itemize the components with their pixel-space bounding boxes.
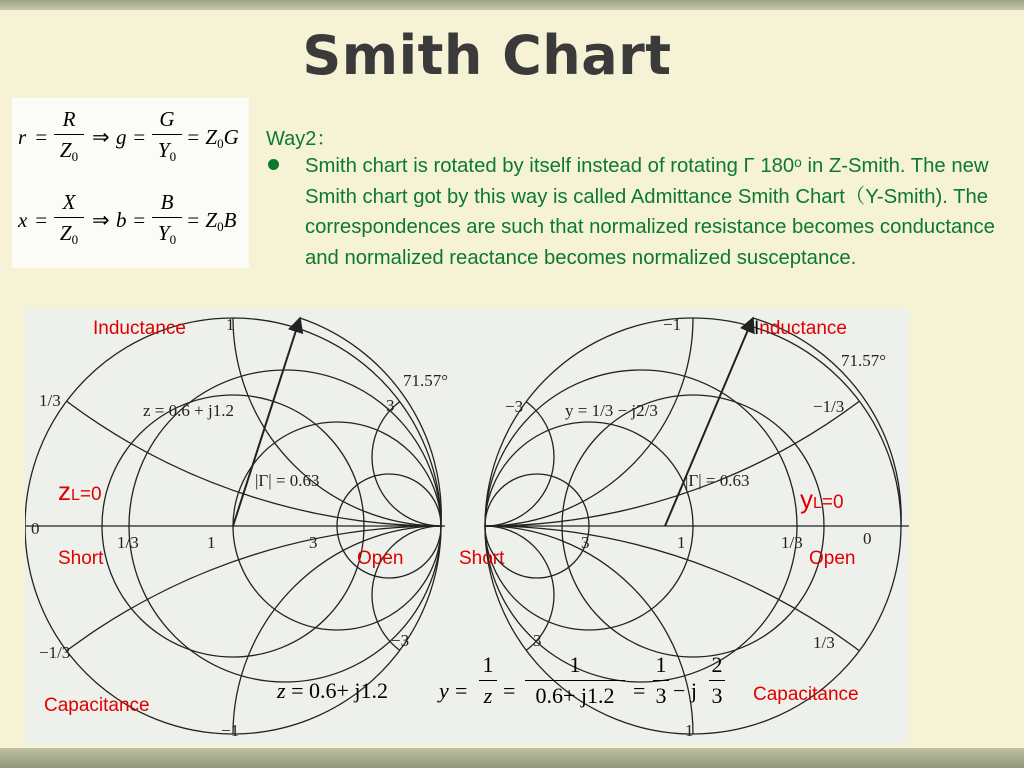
- bottom-border-band: [0, 748, 1024, 768]
- right-yl-label: yL=0: [800, 484, 844, 514]
- formula-x: x: [18, 208, 28, 232]
- left-gamma-vector: [233, 318, 300, 526]
- way2-heading: Way2：: [266, 128, 337, 150]
- left-upper-three: 3: [386, 396, 395, 415]
- smith-charts-image: [25, 308, 909, 744]
- left-zl-label: zL=0: [58, 476, 102, 506]
- right-axis-three: 3: [581, 533, 590, 552]
- left-axis-three: 3: [309, 533, 318, 552]
- right-angle-note: 71.57°: [841, 351, 887, 370]
- right-axis-third: 1/3: [781, 533, 803, 552]
- formula-g: g: [116, 125, 127, 149]
- right-axis-zero: 0: [863, 529, 872, 548]
- bottom-equation-y: y = 1 z = 1 0.6+ j1.2 = 1 3 − j 2 3: [439, 652, 739, 732]
- formula-r: r: [18, 125, 27, 149]
- left-point-label: z = 0.6 + j1.2: [143, 401, 234, 420]
- right-label-right-upper: −1/3: [813, 397, 845, 416]
- formula-box: [12, 98, 249, 268]
- left-label-lower: −1/3: [39, 643, 71, 662]
- top-border-band: [0, 0, 1024, 10]
- left-open-label: Open: [357, 548, 404, 569]
- left-inductance-label: Inductance: [93, 318, 186, 339]
- implies-arrow: ⇒: [92, 125, 110, 149]
- left-axis-one: 1: [207, 533, 216, 552]
- left-angle-arc: [300, 318, 441, 526]
- left-gamma-label: |Γ| = 0.63: [255, 471, 320, 490]
- formula-b: b: [116, 208, 127, 232]
- right-inductance-label: Inductance: [754, 318, 847, 339]
- formula-rhs: = $Z_0B$: [186, 208, 237, 234]
- fraction-g-y0: G $Y_0$: [152, 106, 182, 170]
- formula-rhs: = $Z_0G$: [186, 125, 239, 151]
- right-label-right-lower: 1/3: [813, 633, 835, 652]
- bottom-equation-z: z = 0.6+ j1.2: [277, 678, 389, 703]
- fraction-x-z0: X $Z_0$: [54, 189, 84, 253]
- right-capacitance-label: Capacitance: [753, 684, 859, 705]
- left-short-label: Short: [58, 548, 104, 569]
- bullet-dot-icon: [268, 159, 279, 170]
- formula-equals: =: [132, 208, 147, 232]
- left-axis-third: 1/3: [117, 533, 139, 552]
- right-label-left-upper: −3: [505, 397, 524, 416]
- right-label-bottom: 1: [685, 721, 694, 740]
- left-lower-three: −3: [391, 631, 410, 650]
- right-gamma-vector: [665, 318, 753, 526]
- fraction-b-y0: B $Y_0$: [152, 189, 182, 253]
- left-label-zero: 0: [31, 519, 40, 538]
- formula-equals: =: [34, 208, 49, 232]
- left-label-bottom: −1: [221, 721, 240, 740]
- bullet-paragraph: Smith chart is rotated by itself instead of rotating Γ 180ᵒ in Z-Smith. The new Smith chart got by this way is called Admittance Smith Chart（Y-Smith). The correspondences are such that normalized resistance becomes conductance and normalized reactance becomes normalized susceptance.: [305, 155, 995, 269]
- right-label-top: −1: [663, 315, 682, 334]
- implies-arrow: ⇒: [92, 208, 110, 232]
- right-gamma-label: |Γ| = 0.63: [685, 471, 750, 490]
- fraction-r-z0: R $Z_0$: [54, 106, 84, 170]
- right-open-label: Open: [809, 548, 856, 569]
- right-lower-three: 3: [533, 631, 542, 650]
- formula-equals: =: [132, 125, 147, 149]
- left-label-upper: 1/3: [39, 391, 61, 410]
- formula-equals: =: [34, 125, 49, 149]
- right-axis-one: 1: [677, 533, 686, 552]
- right-point-label: y = 1/3 − j2/3: [565, 401, 658, 420]
- left-angle-note: 71.57°: [403, 371, 449, 390]
- left-label-top: 1: [226, 315, 235, 334]
- slide-title: Smith Chart: [302, 24, 672, 87]
- left-capacitance-label: Capacitance: [44, 695, 150, 716]
- right-short-label: Short: [459, 548, 505, 569]
